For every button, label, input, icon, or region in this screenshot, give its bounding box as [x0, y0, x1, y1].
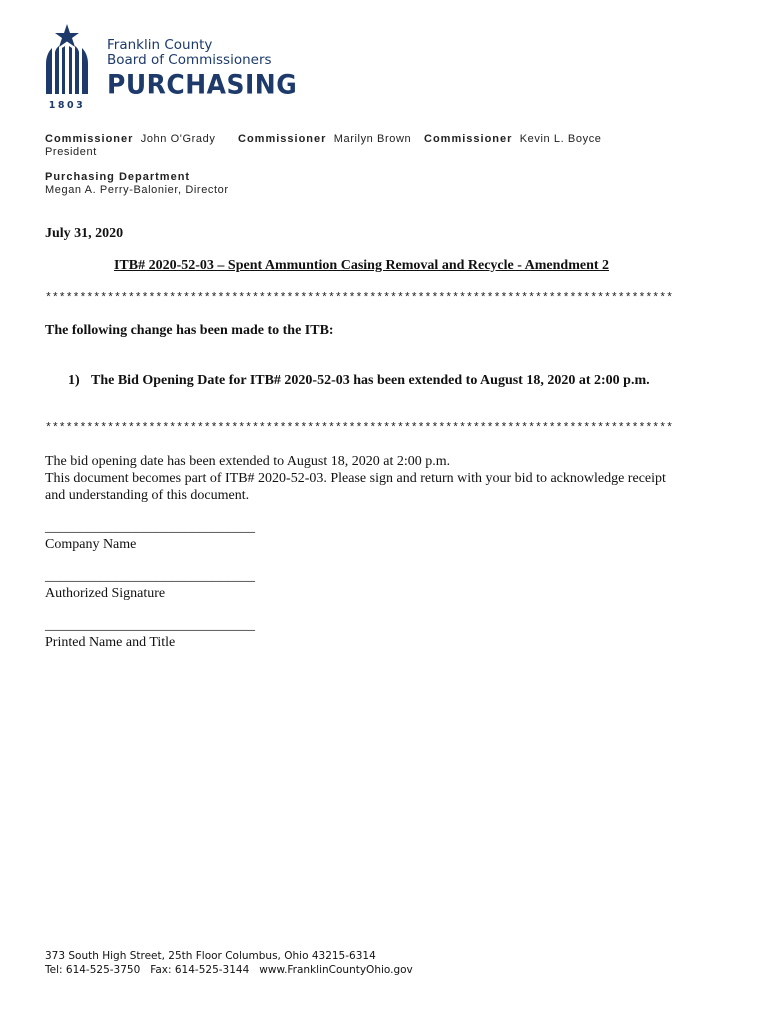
- department-director: Megan A. Perry-Balonier, Director: [45, 184, 229, 196]
- company-name-label: Company Name: [45, 537, 137, 552]
- star-icon: [55, 24, 79, 47]
- commissioner-1-role: President: [45, 146, 97, 158]
- commissioner-2-title: Commissioner: [238, 133, 327, 145]
- letter-date: July 31, 2020: [45, 226, 124, 241]
- commissioner-1-title: Commissioner: [45, 133, 134, 145]
- org-name-line2: Board of Commissioners: [107, 52, 272, 68]
- franklin-county-logo-icon: [42, 22, 94, 112]
- commissioner-2: [238, 133, 411, 145]
- letter-intro: The following change has been made to the ITB:: [45, 323, 334, 338]
- footer-contact: Tel: 614-525-3750 Fax: 614-525-3144 www.FranklinCountyOhio.gov: [45, 964, 413, 976]
- commissioner-2-name: Marilyn Brown: [333, 133, 412, 145]
- department-title: Purchasing Department: [45, 171, 191, 183]
- footer-address: 373 South High Street, 25th Floor Columbus, Ohio 43215-6314: [45, 950, 376, 962]
- authorized-signature-label: Authorized Signature: [45, 586, 166, 601]
- logo-year: 1803: [48, 100, 86, 111]
- commissioner-3-title: Commissioner: [424, 133, 513, 145]
- printed-name-line: ______________________________: [45, 618, 255, 633]
- authorized-signature-line: ______________________________: [45, 569, 255, 584]
- commissioner-3: [424, 133, 602, 145]
- department-wordmark: PURCHASING: [107, 69, 298, 100]
- org-name-line1: Franklin County: [107, 37, 213, 53]
- body-line-1: The bid opening date has been extended to August 18, 2020 at 2:00 p.m.: [45, 454, 451, 469]
- commissioner-1: [45, 133, 215, 145]
- company-name-line: ______________________________: [45, 520, 255, 535]
- printed-name-label: Printed Name and Title: [45, 635, 176, 650]
- body-line-3: and understanding of this document.: [45, 488, 250, 503]
- separator-top: *******************************************************************************************: [45, 292, 674, 305]
- commissioner-1-name: John O'Grady: [140, 133, 216, 145]
- change-item-number: 1): [68, 373, 80, 388]
- commissioner-3-name: Kevin L. Boyce: [519, 133, 602, 145]
- letter-subject: ITB# 2020-52-03 – Spent Ammuntion Casing Removal and Recycle - Amendment 2: [113, 258, 610, 273]
- change-item-text: The Bid Opening Date for ITB# 2020-52-03 has been extended to August 18, 2020 at 2:00 p.m.: [91, 373, 650, 388]
- separator-bottom: *******************************************************************************************: [45, 422, 674, 435]
- body-line-2: This document becomes part of ITB# 2020-52-03. Please sign and return with your bid to acknowledge receipt: [45, 471, 666, 486]
